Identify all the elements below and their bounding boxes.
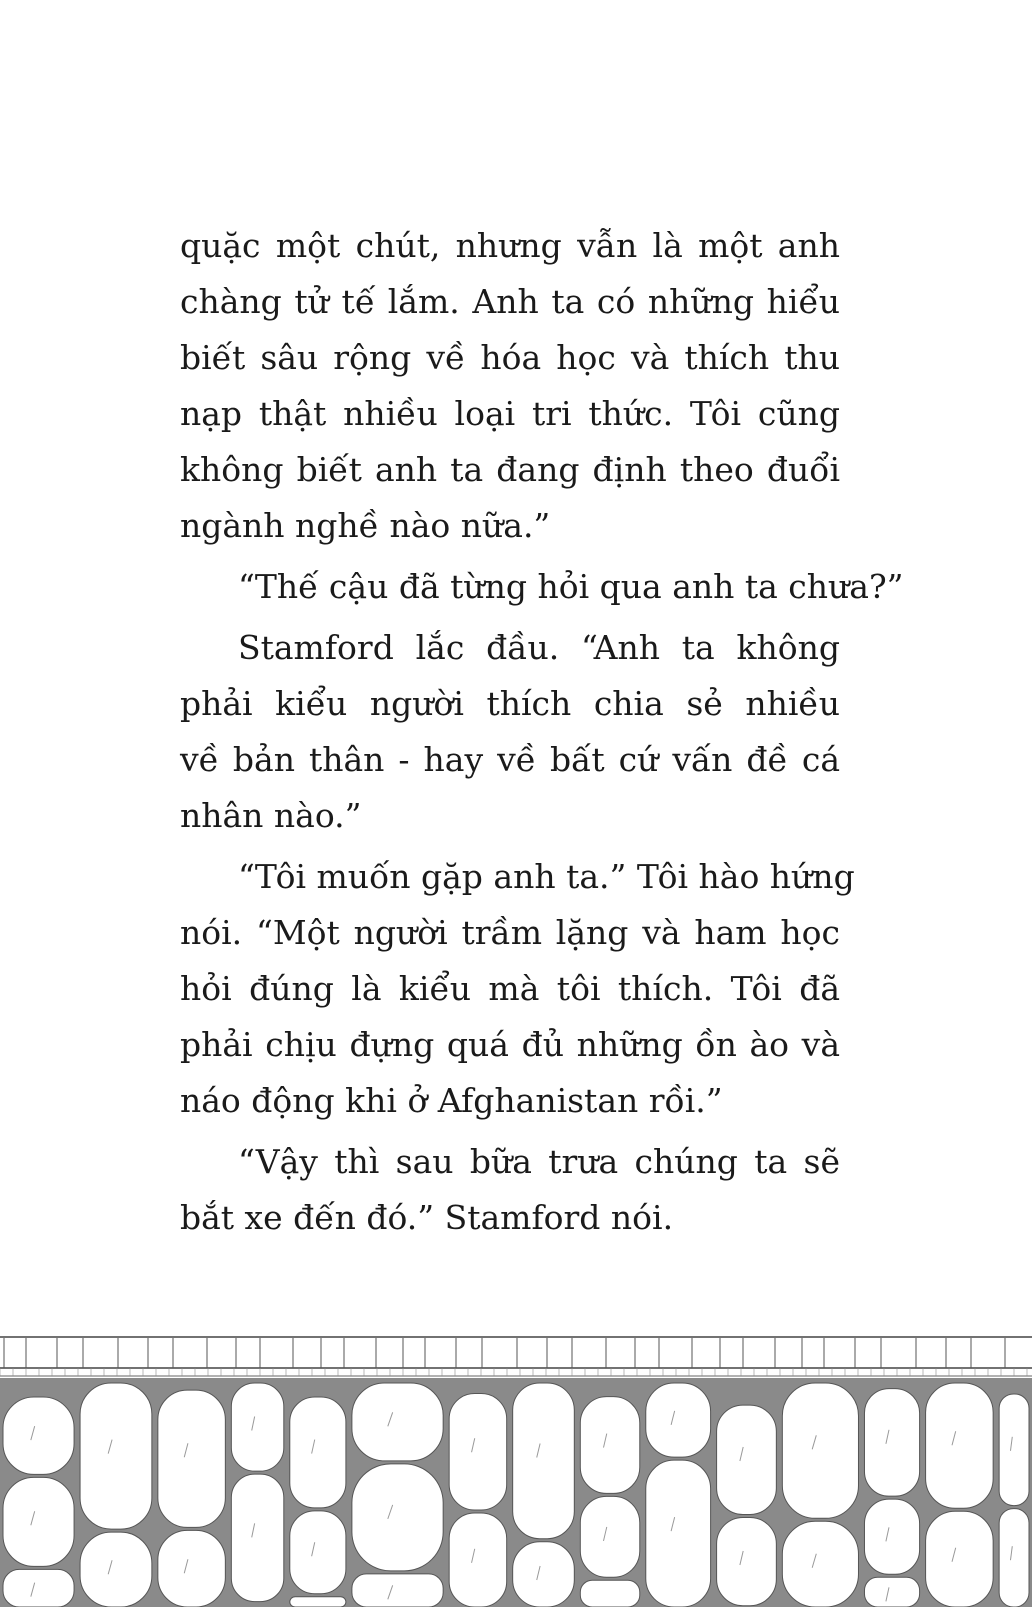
cobblestone	[864, 1499, 919, 1574]
cobblestone	[717, 1405, 777, 1514]
text-line: “Tôi muốn gặp anh ta.” Tôi hào hứng	[238, 857, 855, 896]
cobblestone	[352, 1383, 443, 1461]
paragraph-1	[180, 218, 840, 554]
cobblestone	[158, 1390, 225, 1527]
text-line: nạp thật nhiều loại tri thức. Tôi cũng	[180, 394, 840, 433]
cobblestone	[290, 1397, 346, 1508]
text-line: chàng tử tế lắm. Anh ta có những hiểu	[180, 282, 840, 321]
cobblestone	[231, 1474, 283, 1601]
cobblestone	[999, 1509, 1029, 1607]
cobblestone	[3, 1397, 74, 1474]
cobblestone	[352, 1574, 443, 1607]
cobblestone	[352, 1464, 443, 1571]
text-line: không biết anh ta đang định theo đuổi	[180, 450, 840, 489]
cobblestone	[926, 1511, 994, 1607]
text-line: Stamford lắc đầu. “Anh ta không	[238, 628, 840, 667]
text-line: nói. “Một người trầm lặng và ham học	[180, 913, 840, 952]
cobblestone	[782, 1521, 858, 1607]
cobblestone	[513, 1383, 575, 1539]
cobblestone	[158, 1530, 225, 1607]
cobblestone	[231, 1383, 283, 1471]
cobblestone	[999, 1394, 1029, 1506]
cobblestone	[864, 1577, 919, 1607]
cobblestone	[646, 1460, 711, 1607]
cobblestone	[449, 1513, 507, 1607]
cobblestone	[580, 1496, 639, 1577]
cobblestone	[646, 1383, 711, 1457]
text-line: ngành nghề nào nữa.”	[180, 506, 551, 545]
cobblestone	[926, 1383, 994, 1508]
paragraph-3	[180, 620, 840, 844]
cobblestone-illustration	[0, 1330, 1032, 1607]
text-line: “Vậy thì sau bữa trưa chúng ta sẽ	[238, 1142, 840, 1181]
paragraph-5	[180, 1134, 840, 1246]
text-line: náo động khi ở Afghanistan rồi.”	[180, 1081, 723, 1120]
text-line: hỏi đúng là kiểu mà tôi thích. Tôi đã	[180, 969, 840, 1008]
text-line: biết sâu rộng về hóa học và thích thu	[180, 338, 840, 377]
cobblestone	[449, 1393, 507, 1510]
paragraph-2	[180, 559, 904, 615]
text-line: phải kiểu người thích chia sẻ nhiều	[180, 684, 840, 723]
cobblestone	[80, 1532, 152, 1607]
cobblestone	[3, 1477, 74, 1566]
cobblestone	[290, 1511, 346, 1594]
cobblestone	[580, 1397, 639, 1494]
cobblestone	[782, 1383, 858, 1518]
text-line: “Thế cậu đã từng hỏi qua anh ta chưa?”	[238, 567, 904, 606]
cobblestone	[513, 1542, 575, 1607]
paragraph-4	[180, 849, 855, 1129]
cobblestone	[864, 1389, 919, 1497]
text-line: quặc một chút, nhưng vẫn là một anh	[180, 226, 840, 265]
cobblestone	[290, 1597, 346, 1607]
cobblestone	[580, 1580, 639, 1607]
cobblestone	[3, 1569, 74, 1607]
page-body-text	[180, 218, 904, 1251]
cobblestone	[717, 1517, 777, 1605]
text-line: bắt xe đến đó.” Stamford nói.	[180, 1198, 674, 1237]
text-line: về bản thân - hay về bất cứ vấn đề cá	[180, 740, 840, 779]
text-line: phải chịu đựng quá đủ những ồn ào và	[180, 1025, 840, 1064]
cobblestone	[80, 1383, 152, 1529]
text-line: nhân nào.”	[180, 796, 362, 835]
